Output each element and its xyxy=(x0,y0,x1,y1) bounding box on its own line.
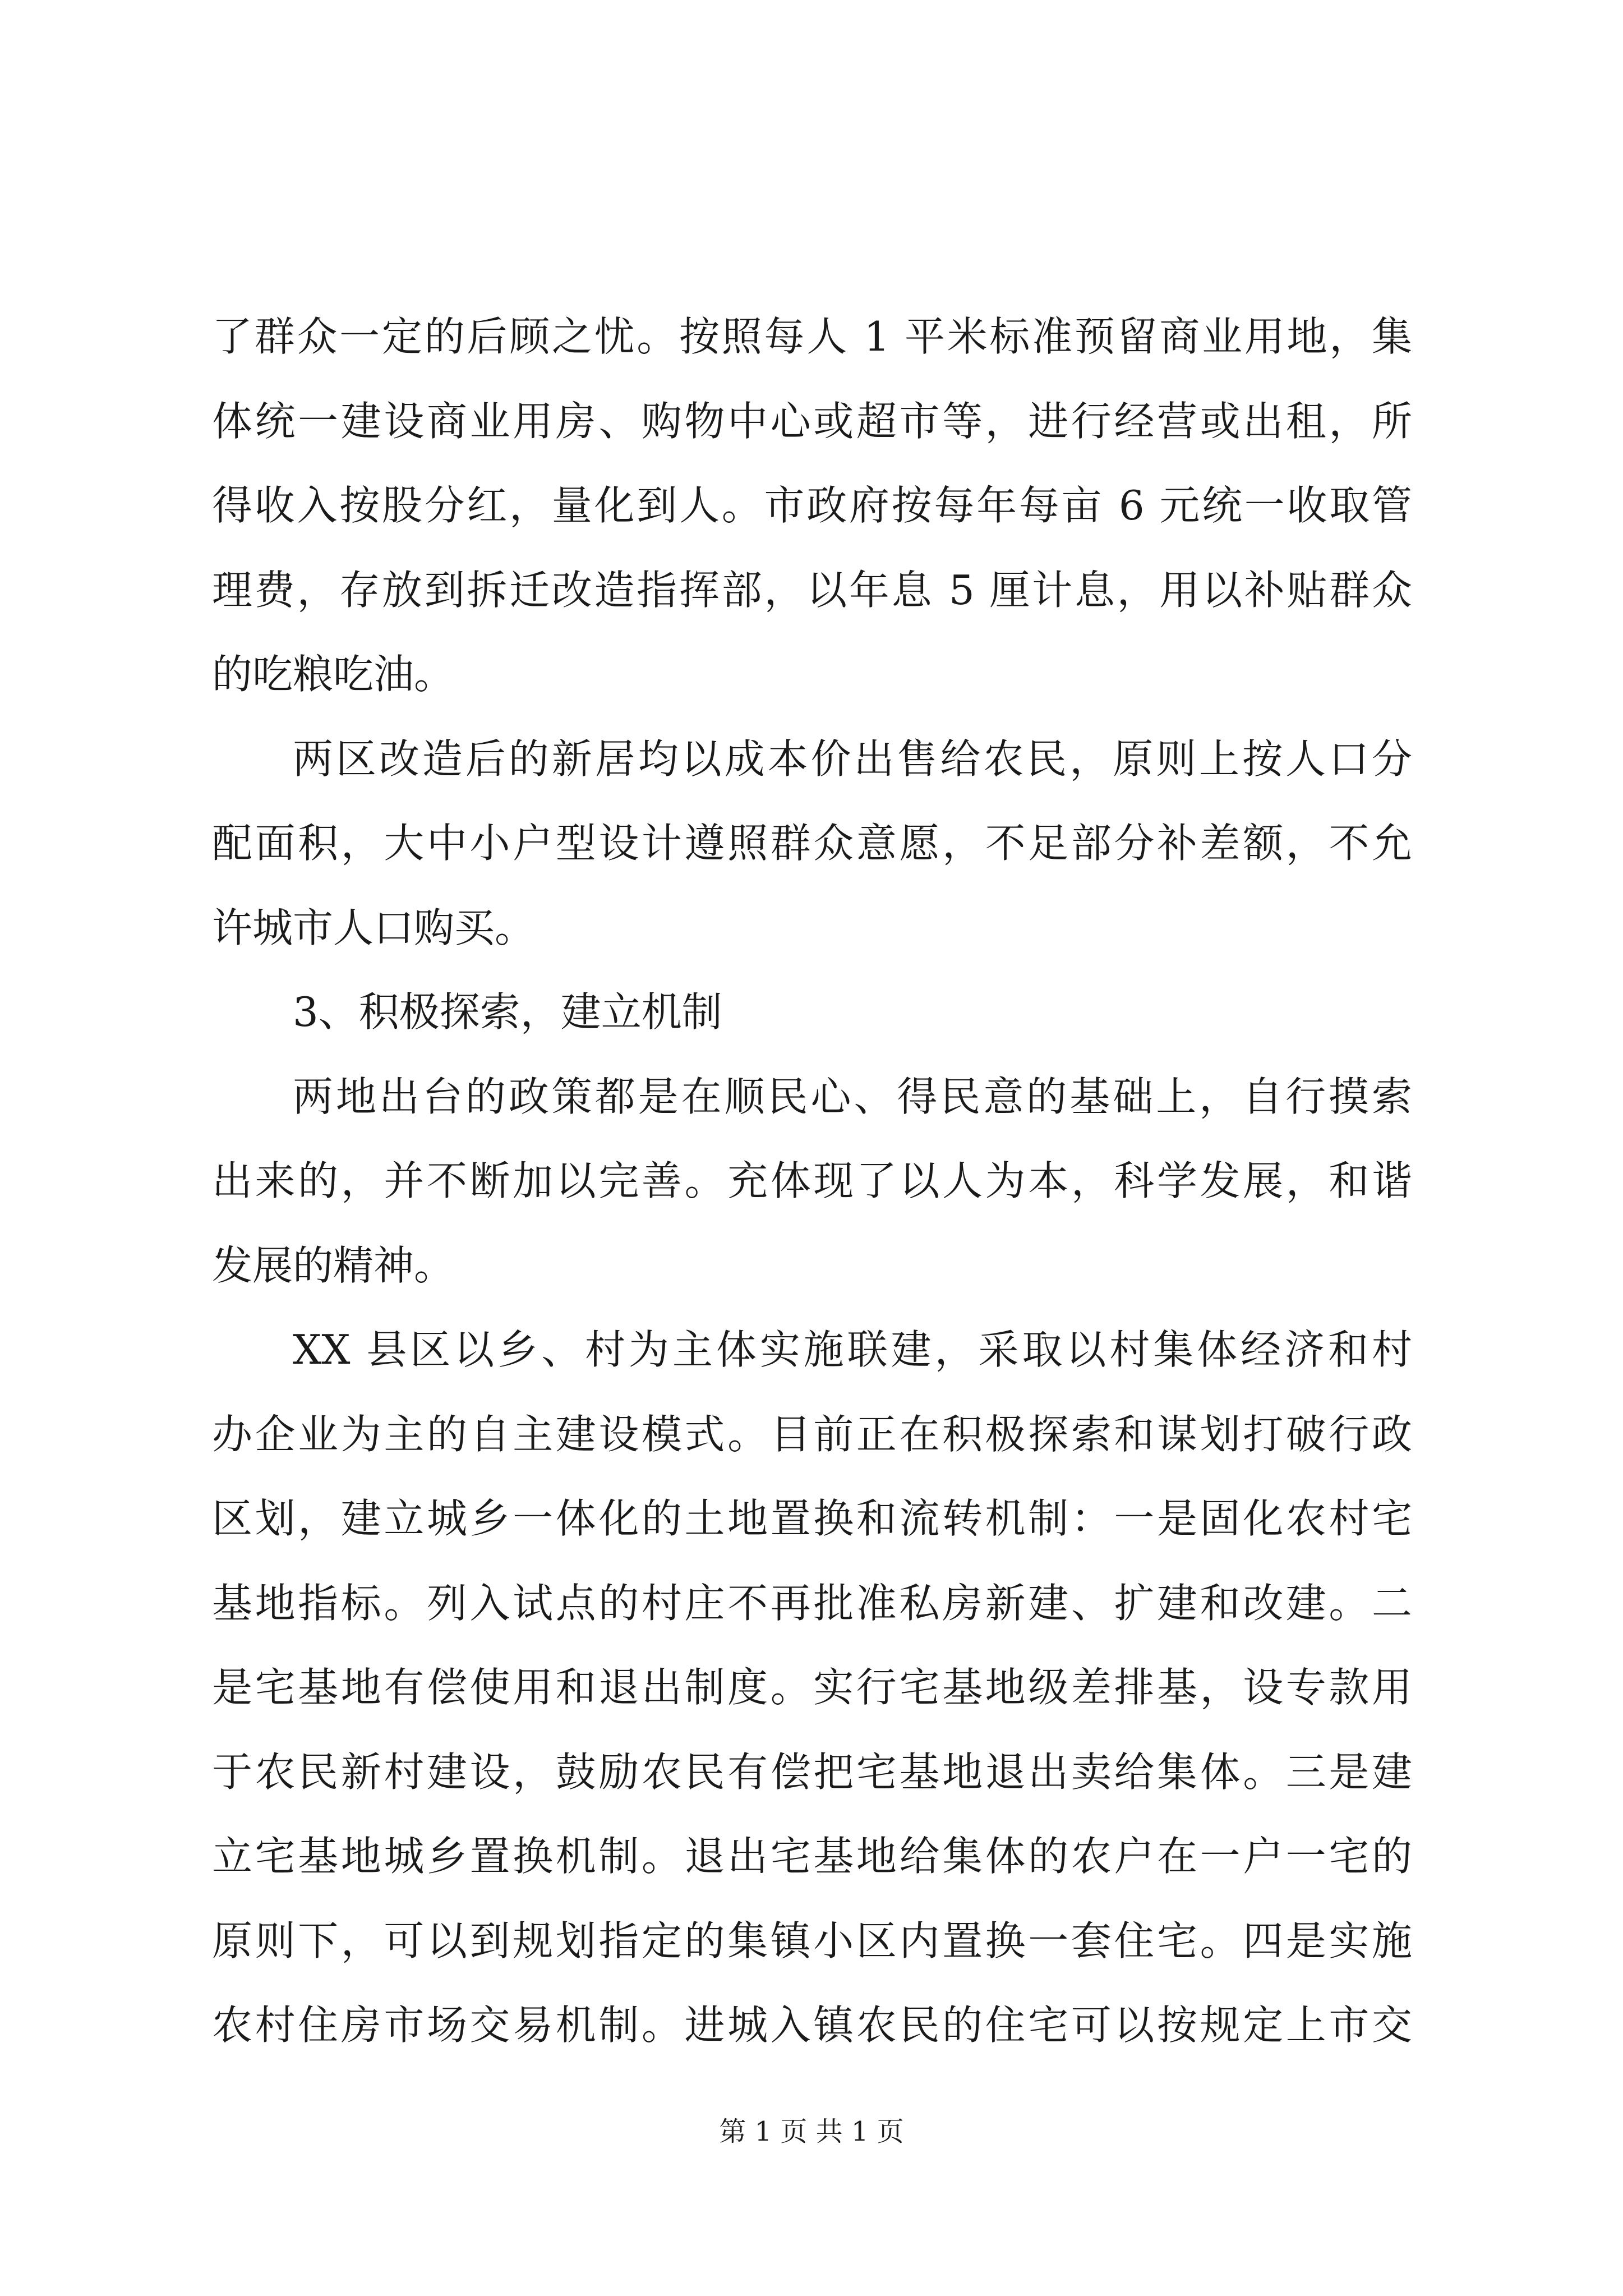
paragraph-first-line: 两区改造后的新居均以成本价出售给农民，原则上按人口分 xyxy=(293,735,1412,783)
text-line: 许城市人口购买。 xyxy=(212,904,536,951)
text-line: 得收入按股分红，量化到人。市政府按每年每亩 6 元统一收取管 xyxy=(212,482,1412,529)
text-line: 于农民新村建设，鼓励农民有偿把宅基地退出卖给集体。三是建 xyxy=(212,1748,1412,1796)
text-line: 出来的，并不断加以完善。充体现了以人为本，科学发展，和谐 xyxy=(212,1157,1412,1204)
section-heading: 3、积极探索，建立机制 xyxy=(293,988,722,1036)
text-line: 基地指标。列入试点的村庄不再批准私房新建、扩建和改建。二 xyxy=(212,1579,1412,1627)
text-line: 体统一建设商业用房、购物中心或超市等，进行经营或出租，所 xyxy=(212,397,1412,445)
text-line: 是宅基地有偿使用和退出制度。实行宅基地级差排基，设专款用 xyxy=(212,1664,1412,1711)
text-line: 发展的精神。 xyxy=(212,1241,455,1289)
text-line: 理费，存放到拆迁改造指挥部，以年息 5 厘计息，用以补贴群众 xyxy=(212,566,1412,614)
text-line: 了群众一定的后顾之忧。按照每人 1 平米标准预留商业用地，集 xyxy=(212,313,1412,360)
page-footer: 第 1 页 共 1 页 xyxy=(719,2116,904,2147)
text-line: 配面积，大中小户型设计遵照群众意愿，不足部分补差额，不允 xyxy=(212,820,1412,867)
text-line: 的吃粮吃油。 xyxy=(212,651,455,698)
text-line: 农村住房市场交易机制。进城入镇农民的住宅可以按规定上市交 xyxy=(212,2001,1412,2049)
text-line: 办企业为主的自主建设模式。目前正在积极探索和谋划打破行政 xyxy=(212,1410,1412,1458)
paragraph-first-line: XX 县区以乡、村为主体实施联建，采取以村集体经济和村 xyxy=(293,1326,1412,1373)
text-line: 区划，建立城乡一体化的土地置换和流转机制：一是固化农村宅 xyxy=(212,1495,1412,1542)
paragraph-first-line: 两地出台的政策都是在顺民心、得民意的基础上，自行摸索 xyxy=(293,1073,1412,1120)
text-line: 立宅基地城乡置换机制。退出宅基地给集体的农户在一户一宅的 xyxy=(212,1833,1412,1880)
body-text xyxy=(212,295,1412,2068)
text-line: 原则下，可以到规划指定的集镇小区内置换一套住宅。四是实施 xyxy=(212,1917,1412,1964)
